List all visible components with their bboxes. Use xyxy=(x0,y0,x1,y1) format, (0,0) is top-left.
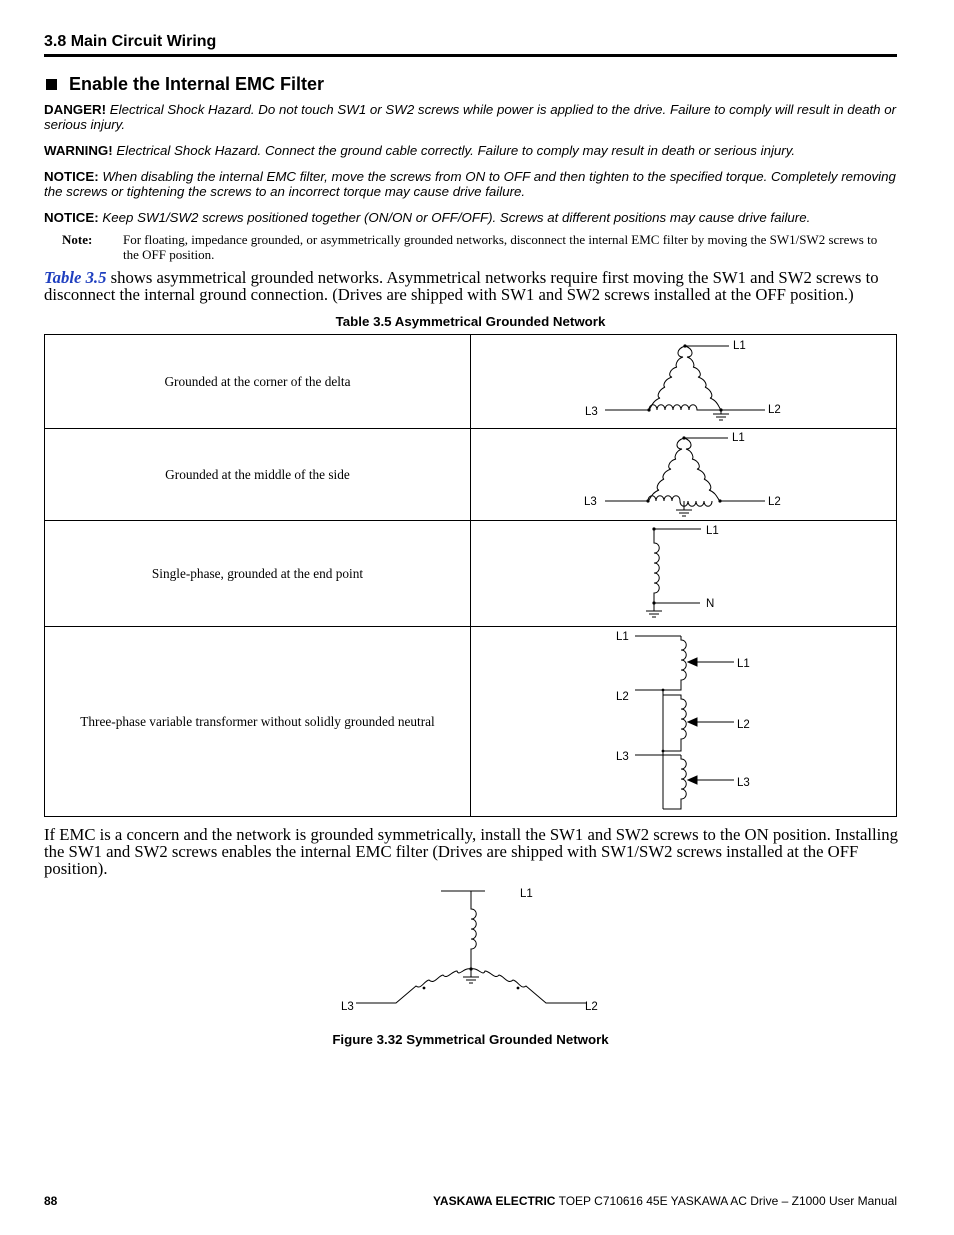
fig-label-l2: L2 xyxy=(585,1001,598,1013)
mid-side-diagram xyxy=(471,429,897,521)
fig-label-l3: L3 xyxy=(341,1001,354,1013)
row-description: Grounded at the corner of the delta xyxy=(45,335,471,429)
asymmetric-network-table xyxy=(44,334,897,817)
symmetric-network-diagram xyxy=(330,880,630,1020)
label-l1: L1 xyxy=(733,340,746,352)
header-rule xyxy=(44,54,897,57)
intro-paragraph xyxy=(44,269,900,303)
danger-text: Electrical Shock Hazard. Do not touch SW1 or SW2 screws while power is applied to the drive. Failure to comply will result in death or serious injury. xyxy=(44,102,897,132)
symmetric-paragraph: If EMC is a concern and the network is grounded symmetrically, install the SW1 and SW2 screws to the ON position. Installing the SW1 and SW2 screws enables the internal EMC filter (Drives are shipped with SW1/SW2 screws installed at the OFF position). xyxy=(44,825,898,878)
table-row xyxy=(45,335,897,429)
footer-doc: TOEP C710616 45E YASKAWA AC Drive – Z1000 User Manual xyxy=(555,1194,897,1208)
notice-text-2: Keep SW1/SW2 screws positioned together (ON/ON or OFF/OFF). Screws at different positions may cause drive failure. xyxy=(102,210,811,225)
notice-label-2: NOTICE: xyxy=(44,210,99,225)
label-right-l1: L1 xyxy=(737,658,750,670)
footer-brand: YASKAWA ELECTRIC xyxy=(433,1194,556,1208)
label-l1: L1 xyxy=(732,432,745,444)
label-l3: L3 xyxy=(585,406,598,418)
notice-label-1: NOTICE: xyxy=(44,169,99,184)
label-l2: L2 xyxy=(768,496,781,508)
label-right-l2: L2 xyxy=(737,719,750,731)
warning-message xyxy=(44,144,897,159)
label-right-l3: L3 xyxy=(737,777,750,789)
table-link[interactable]: Table 3.5 xyxy=(44,268,107,287)
note-label: Note: xyxy=(62,232,93,247)
note-text: For floating, impedance grounded, or asymmetrically grounded networks, disconnect the internal EMC filter by moving the SW1/SW2 screws to the OFF position. xyxy=(123,232,878,262)
row-description: Three-phase variable transformer without solidly grounded neutral xyxy=(45,627,471,817)
label-l2: L2 xyxy=(768,404,781,416)
corner-delta-diagram xyxy=(471,335,897,429)
fig-label-l1: L1 xyxy=(520,888,533,900)
section-heading xyxy=(44,74,324,95)
figure-caption: Figure 3.32 Symmetrical Grounded Network xyxy=(332,1032,609,1047)
notice-message-1 xyxy=(44,170,897,199)
label-left-l2: L2 xyxy=(616,691,629,703)
notice-text-1: When disabling the internal EMC filter, move the screws from ON to OFF and then tighten to the specified torque. Completely removing the screws or tightening the screws to an incorrect torque may cause drive failure. xyxy=(44,169,896,199)
page-number: 88 xyxy=(44,1194,58,1208)
label-l1: L1 xyxy=(706,525,719,537)
label-n: N xyxy=(706,598,715,610)
bullet-square-icon xyxy=(46,79,57,90)
notice-message-2 xyxy=(44,211,897,226)
row-description: Single-phase, grounded at the end point xyxy=(45,521,471,627)
danger-message xyxy=(44,103,897,132)
danger-label: DANGER! xyxy=(44,102,107,117)
row-description: Grounded at the middle of the side xyxy=(45,429,471,521)
warning-text: Electrical Shock Hazard. Connect the ground cable correctly. Failure to comply may result in death or serious injury. xyxy=(116,143,796,158)
label-left-l1: L1 xyxy=(616,631,629,643)
note xyxy=(62,232,897,262)
table-row xyxy=(45,521,897,627)
table-caption: Table 3.5 Asymmetrical Grounded Network xyxy=(335,314,606,329)
label-l3: L3 xyxy=(584,496,597,508)
footer-doc-info xyxy=(433,1194,897,1208)
intro-text: shows asymmetrical grounded networks. Asymmetrical networks require first moving the SW1 and SW2 screws to disconnect the internal ground connection. (Drives are shipped with SW1 and SW2 screws installed at the OFF position.) xyxy=(44,268,879,304)
variable-transformer-diagram xyxy=(471,627,897,817)
table-row xyxy=(45,429,897,521)
section-header: 3.8 Main Circuit Wiring xyxy=(44,33,217,50)
heading-text: Enable the Internal EMC Filter xyxy=(69,74,325,94)
label-left-l3: L3 xyxy=(616,751,629,763)
table-row xyxy=(45,627,897,817)
warning-label: WARNING! xyxy=(44,143,113,158)
single-phase-diagram xyxy=(471,521,897,627)
